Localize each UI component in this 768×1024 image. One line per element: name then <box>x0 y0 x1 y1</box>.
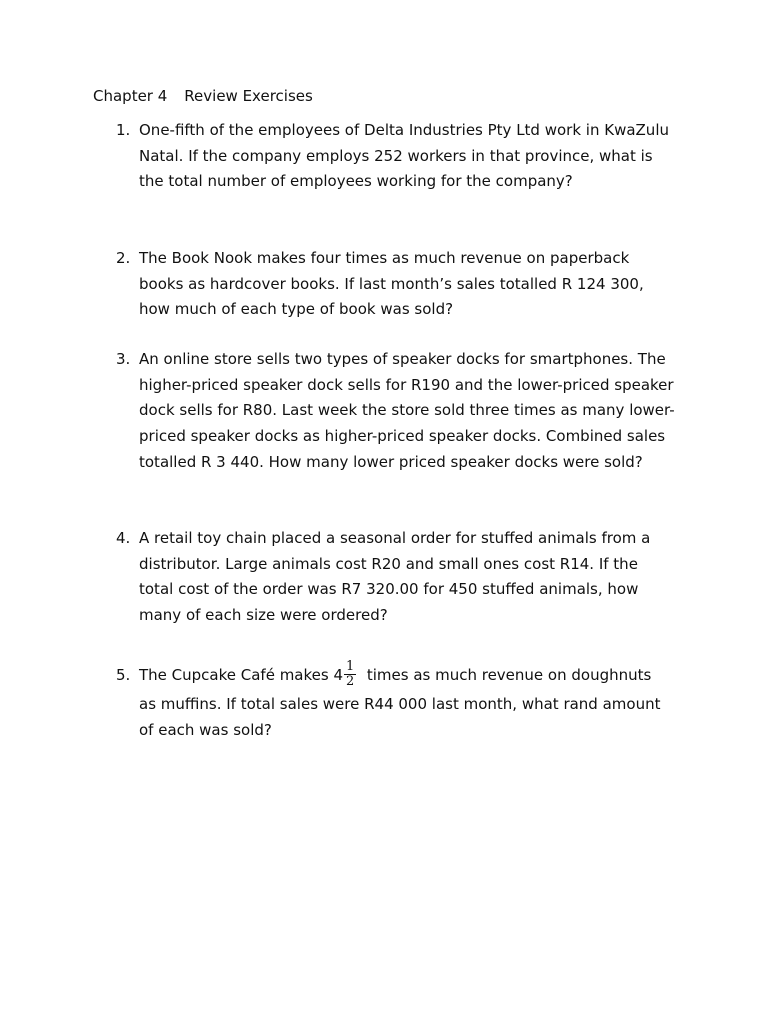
exercise-first-line <box>139 658 676 692</box>
page-heading <box>93 86 313 106</box>
exercise-number: 5. <box>116 666 131 684</box>
exercise-number: 1. <box>116 121 131 139</box>
exercise-number: 4. <box>116 529 131 547</box>
exercise-item-1 <box>116 118 676 195</box>
exercise-number: 2. <box>116 249 131 267</box>
exercise-text: The Book Nook makes four times as much revenue on paperback books as hardcover books. If last month’s sales totalled R 124 300, how much of each type of book was sold? <box>139 249 644 319</box>
exercise-item-3 <box>116 347 676 476</box>
fraction-denominator: 2 <box>346 674 355 689</box>
fraction-numerator: 1 <box>346 659 355 674</box>
exercise-rest-text: as muffins. If total sales were R44 000 last month, what rand amount of each was sold? <box>139 695 661 739</box>
exercise-number: 3. <box>116 350 131 368</box>
chapter-label: Chapter 4 <box>93 87 168 105</box>
text-before-fraction: The Cupcake Café makes 4 <box>139 666 344 684</box>
exercise-text <box>139 658 676 743</box>
exercise-text: A retail toy chain placed a seasonal order for stuffed animals from a distributor. Large animals cost R20 and small ones cost R14. If the total cost of the order was R7 320.00 for 450 stuffed animals, how many of each size were ordered? <box>139 529 651 625</box>
mixed-fraction <box>344 660 356 689</box>
exercise-text: An online store sells two types of speaker docks for smartphones. The higher-priced speaker dock sells for R190 and the lower-priced speaker dock sells for R80. Last week the store sold three times as many lower-priced speaker docks as higher-priced speaker docks. Combined sales totalled R 3 440. How many lower priced speaker docks were sold? <box>139 350 675 471</box>
exercise-text: One-fifth of the employees of Delta Industries Pty Ltd work in KwaZulu Natal. If the company employs 252 workers in that province, what is the total number of employees working for the company? <box>139 121 669 191</box>
exercise-item-2 <box>116 246 676 323</box>
text-after-fraction: times as much revenue on doughnuts <box>366 666 652 684</box>
exercise-item-5 <box>116 658 676 743</box>
heading-title: Review Exercises <box>184 87 313 105</box>
exercise-item-4 <box>116 526 676 629</box>
